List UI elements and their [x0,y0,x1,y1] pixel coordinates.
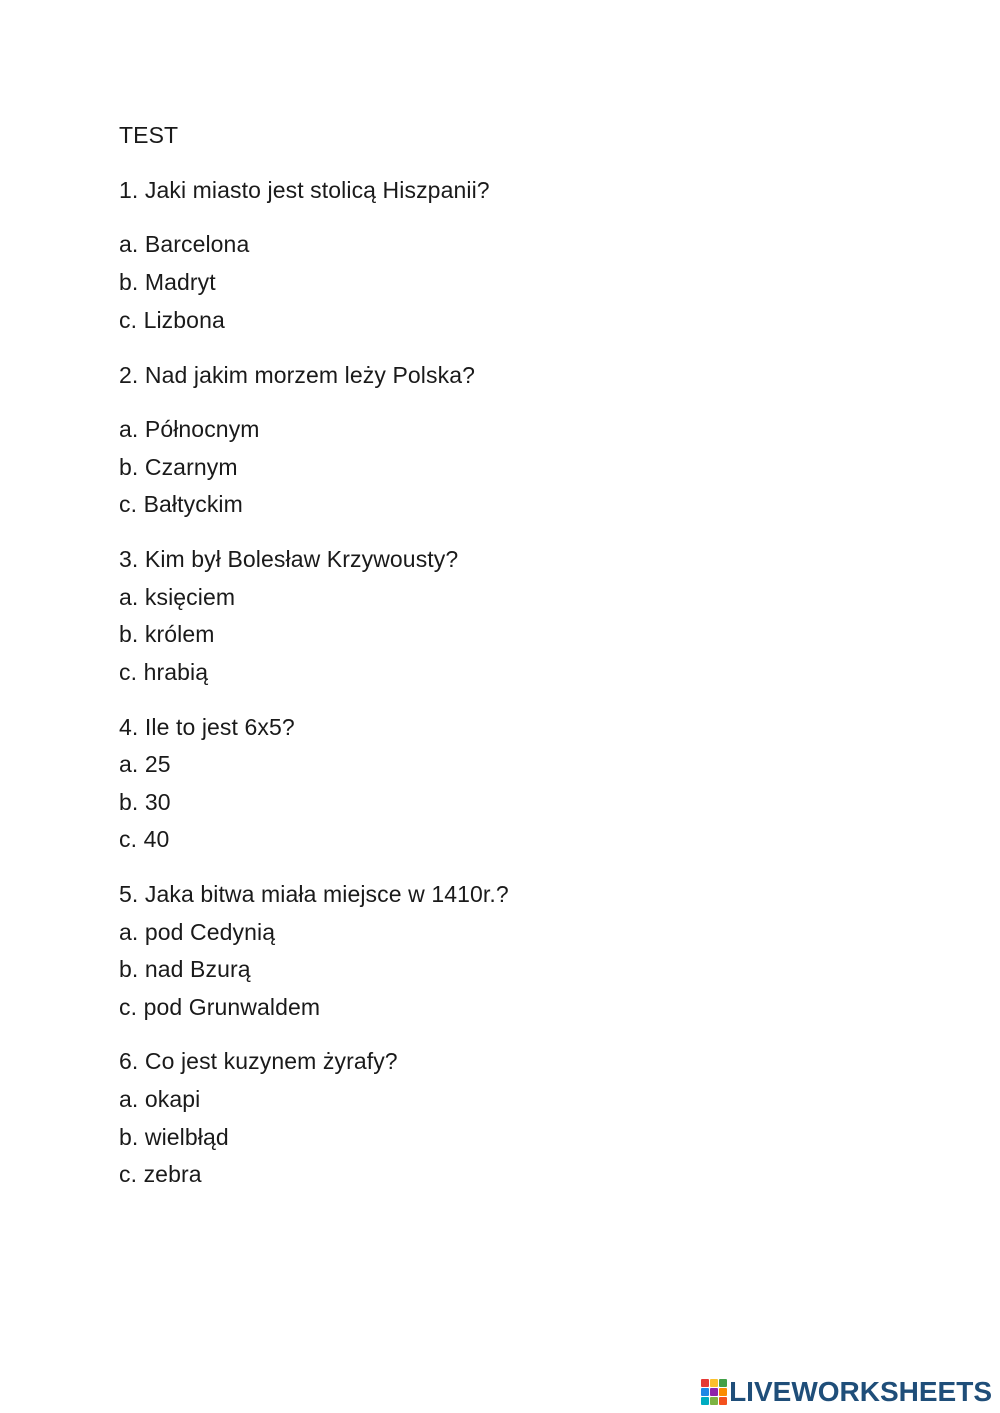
question-2: 2. Nad jakim morzem leży Polska? [119,362,475,388]
liveworksheets-logo-text: LIVEWORKSHEETS [729,1376,992,1407]
question-3: 3. Kim był Bolesław Krzywousty? [119,546,459,572]
question-1-option-c: c. Lizbona [119,307,225,333]
question-1-option-a: a. Barcelona [119,231,250,257]
question-6: 6. Co jest kuzynem żyrafy? [119,1048,398,1074]
logo-square [710,1397,718,1405]
logo-square [719,1379,727,1387]
logo-square [719,1388,727,1396]
question-3-option-c: c. hrabią [119,659,209,685]
question-4-option-c: c. 40 [119,826,170,852]
question-5-option-b: b. nad Bzurą [119,956,251,982]
logo-square [719,1397,727,1405]
question-6-option-c: c. zebra [119,1161,202,1187]
question-1-option-b: b. Madryt [119,269,216,295]
question-6-option-b: b. wielbłąd [119,1124,229,1150]
question-6-option-a: a. okapi [119,1086,201,1112]
question-3-option-a: a. księciem [119,584,236,610]
test-title: TEST [119,122,179,148]
question-3-option-b: b. królem [119,621,215,647]
question-2-option-b: b. Czarnym [119,454,238,480]
question-5-option-a: a. pod Cedynią [119,919,276,945]
liveworksheets-logo-icon [701,1379,727,1405]
question-4: 4. Ile to jest 6x5? [119,714,295,740]
question-5-option-c: c. pod Grunwaldem [119,994,321,1020]
question-4-option-b: b. 30 [119,789,171,815]
question-4-option-a: a. 25 [119,751,171,777]
logo-square [701,1397,709,1405]
question-1: 1. Jaki miasto jest stolicą Hiszpanii? [119,177,490,203]
liveworksheets-watermark [701,1375,992,1409]
question-2-option-a: a. Północnym [119,416,260,442]
logo-square [701,1379,709,1387]
logo-square [710,1388,718,1396]
question-2-option-c: c. Bałtyckim [119,491,243,517]
logo-square [701,1388,709,1396]
logo-square [710,1379,718,1387]
question-5: 5. Jaka bitwa miała miejsce w 1410r.? [119,881,509,907]
